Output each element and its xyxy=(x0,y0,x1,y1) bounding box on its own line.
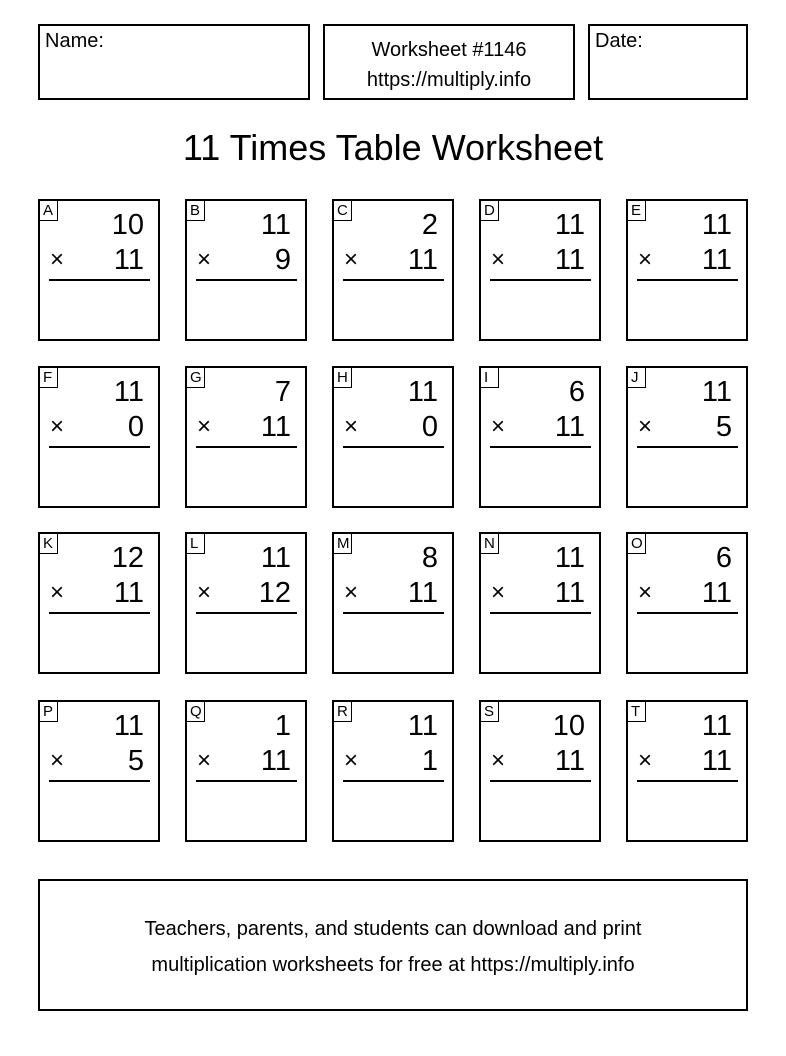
multiplicand: 2 xyxy=(421,209,438,241)
multiplier: 11 xyxy=(407,577,438,609)
multiplicand: 11 xyxy=(407,710,438,742)
answer-line xyxy=(637,279,738,281)
multiplier: 11 xyxy=(554,577,585,609)
multiplicand: 6 xyxy=(568,376,585,408)
multiplicand: 10 xyxy=(111,209,144,241)
answer-line xyxy=(490,279,591,281)
problem-card xyxy=(185,366,307,508)
answer-line xyxy=(196,446,297,448)
problem-letter: N xyxy=(481,534,499,554)
problem-card xyxy=(626,366,748,508)
multiplier: 11 xyxy=(554,244,585,276)
multiplicand: 11 xyxy=(407,376,438,408)
multiplier: 9 xyxy=(274,244,291,276)
problem-letter: P xyxy=(40,702,58,722)
problem-letter: E xyxy=(628,201,646,221)
times-sign: × xyxy=(197,413,212,440)
multiplier: 11 xyxy=(260,745,291,777)
multiplier: 11 xyxy=(701,244,732,276)
multiplicand: 8 xyxy=(421,542,438,574)
problem-letter: O xyxy=(628,534,646,554)
problem-card xyxy=(185,700,307,842)
answer-line xyxy=(490,612,591,614)
multiplier: 5 xyxy=(127,745,144,777)
multiplier: 11 xyxy=(113,577,144,609)
times-sign: × xyxy=(491,747,506,774)
multiplicand: 11 xyxy=(701,710,732,742)
multiplier: 5 xyxy=(715,411,732,443)
name-field[interactable] xyxy=(38,24,310,100)
problem-card xyxy=(38,532,160,674)
times-sign: × xyxy=(197,579,212,606)
problem-letter: A xyxy=(40,201,58,221)
name-label: Name: xyxy=(45,30,104,52)
answer-line xyxy=(343,780,444,782)
worksheet-info-box xyxy=(323,24,575,100)
times-sign: × xyxy=(491,413,506,440)
problem-card xyxy=(38,700,160,842)
problem-letter: K xyxy=(40,534,58,554)
times-sign: × xyxy=(344,413,359,440)
multiplicand: 12 xyxy=(111,542,144,574)
multiplicand: 11 xyxy=(701,209,732,241)
problem-letter: C xyxy=(334,201,352,221)
times-sign: × xyxy=(638,413,653,440)
answer-line xyxy=(49,446,150,448)
date-label: Date: xyxy=(595,30,643,52)
answer-line xyxy=(49,780,150,782)
multiplicand: 11 xyxy=(554,542,585,574)
times-sign: × xyxy=(50,413,65,440)
multiplier: 1 xyxy=(421,745,438,777)
problem-letter: F xyxy=(40,368,58,388)
multiplicand: 11 xyxy=(113,376,144,408)
multiplier: 11 xyxy=(701,745,732,777)
problem-card xyxy=(479,700,601,842)
multiplicand: 11 xyxy=(260,542,291,574)
problem-letter: Q xyxy=(187,702,205,722)
answer-line xyxy=(49,279,150,281)
times-sign: × xyxy=(344,747,359,774)
problem-card xyxy=(185,199,307,341)
multiplicand: 10 xyxy=(552,710,585,742)
problem-card xyxy=(479,366,601,508)
times-sign: × xyxy=(50,747,65,774)
problem-letter: H xyxy=(334,368,352,388)
times-sign: × xyxy=(491,246,506,273)
multiplicand: 7 xyxy=(274,376,291,408)
times-sign: × xyxy=(344,579,359,606)
multiplicand: 11 xyxy=(113,710,144,742)
answer-line xyxy=(49,612,150,614)
times-sign: × xyxy=(197,747,212,774)
problem-card xyxy=(38,199,160,341)
problem-letter: M xyxy=(334,534,352,554)
times-sign: × xyxy=(50,579,65,606)
answer-line xyxy=(196,279,297,281)
times-sign: × xyxy=(491,579,506,606)
problem-card xyxy=(332,199,454,341)
answer-line xyxy=(343,446,444,448)
footer-note xyxy=(38,879,748,1011)
multiplicand: 11 xyxy=(554,209,585,241)
multiplier: 11 xyxy=(260,411,291,443)
times-sign: × xyxy=(197,246,212,273)
multiplier: 0 xyxy=(421,411,438,443)
answer-line xyxy=(196,612,297,614)
problem-card xyxy=(626,700,748,842)
problem-letter: I xyxy=(481,368,499,388)
problem-card xyxy=(332,700,454,842)
worksheet-url: https://multiply.info xyxy=(366,69,532,91)
multiplier: 11 xyxy=(701,577,732,609)
answer-line xyxy=(196,780,297,782)
answer-line xyxy=(490,780,591,782)
multiplicand: 11 xyxy=(701,376,732,408)
problem-letter: G xyxy=(187,368,205,388)
problem-card xyxy=(479,532,601,674)
answer-line xyxy=(637,612,738,614)
problem-letter: R xyxy=(334,702,352,722)
multiplicand: 11 xyxy=(260,209,291,241)
problem-card xyxy=(38,366,160,508)
multiplier: 11 xyxy=(113,244,144,276)
problem-letter: J xyxy=(628,368,646,388)
multiplicand: 6 xyxy=(715,542,732,574)
problem-card xyxy=(332,532,454,674)
times-sign: × xyxy=(638,246,653,273)
problem-letter: T xyxy=(628,702,646,722)
multiplier: 11 xyxy=(407,244,438,276)
worksheet-number: Worksheet #1146 xyxy=(371,39,527,61)
times-sign: × xyxy=(638,747,653,774)
footer-line-2: multiplication worksheets for free at https://multiply.info xyxy=(151,954,635,976)
multiplier: 11 xyxy=(554,745,585,777)
date-field[interactable] xyxy=(588,24,748,100)
problem-letter: S xyxy=(481,702,499,722)
answer-line xyxy=(343,612,444,614)
problem-letter: B xyxy=(187,201,205,221)
problem-card xyxy=(626,532,748,674)
times-sign: × xyxy=(344,246,359,273)
problem-card xyxy=(185,532,307,674)
problem-letter: D xyxy=(481,201,499,221)
footer-line-1: Teachers, parents, and students can download and print xyxy=(144,918,642,940)
multiplier: 11 xyxy=(554,411,585,443)
answer-line xyxy=(637,446,738,448)
problem-card xyxy=(332,366,454,508)
problem-letter: L xyxy=(187,534,205,554)
times-sign: × xyxy=(638,579,653,606)
problem-card xyxy=(479,199,601,341)
problem-card xyxy=(626,199,748,341)
answer-line xyxy=(490,446,591,448)
multiplicand: 1 xyxy=(274,710,291,742)
page-title: 11 Times Table Worksheet xyxy=(182,127,604,168)
multiplier: 12 xyxy=(258,577,291,609)
multiplier: 0 xyxy=(127,411,144,443)
answer-line xyxy=(343,279,444,281)
times-sign: × xyxy=(50,246,65,273)
answer-line xyxy=(637,780,738,782)
